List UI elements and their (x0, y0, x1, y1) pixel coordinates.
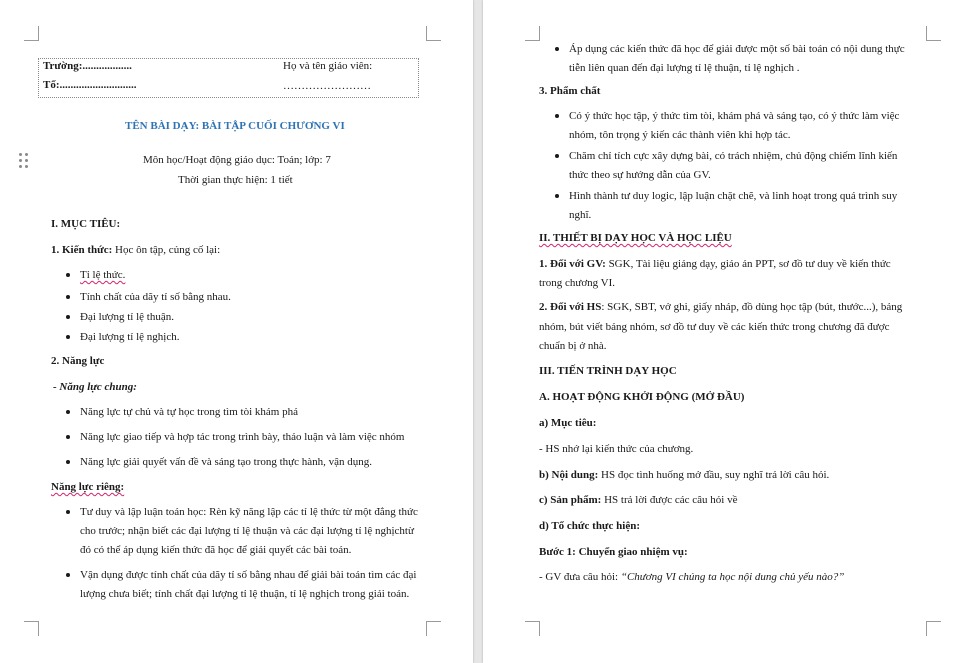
step-1-label: Bước 1: Chuyển giao nhiệm vụ: (539, 546, 688, 558)
quality-item-line: Hình thành tư duy logic, lập luận chặt chẽ, và linh hoạt trong quá trình suy (569, 190, 898, 202)
knowledge-item: Đại lượng tỉ lệ nghịch. (80, 331, 180, 343)
section-2-heading: II. THIẾT BỊ DẠY HỌC VÀ HỌC LIỆU (539, 232, 732, 244)
competence-heading: 2. Năng lực (51, 355, 105, 367)
lesson-title: TÊN BÀI DẠY: BÀI TẬP CUỐI CHƯƠNG VI (125, 120, 345, 132)
bullet-icon (555, 114, 559, 118)
organize-label: d) Tổ chức thực hiện: (539, 520, 641, 532)
crop-mark (926, 26, 941, 41)
knowledge-item: Đại lượng tỉ lệ thuận. (80, 311, 174, 323)
question-prefix: - GV đưa câu hỏi: (539, 571, 621, 583)
document-page-1 (0, 0, 473, 663)
hs-line (539, 300, 902, 314)
product-label: c) Sản phẩm: (539, 494, 602, 506)
bullet-icon (66, 335, 70, 339)
specific-competence-line: Tư duy và lập luận toán học: Rèn kỹ năng lập các tỉ lệ thức từ một đẳng thức (80, 506, 418, 518)
product-line (539, 493, 737, 507)
crop-mark (426, 621, 441, 636)
quality-item-line: Chăm chỉ tích cực xây dựng bài, có trách nhiệm, chủ động chiếm lĩnh kiến (569, 150, 898, 162)
bullet-icon (66, 295, 70, 299)
teacher-dots: …………………… (283, 80, 371, 92)
gv-line-2: trong chương VI. (539, 277, 616, 289)
quality-item-line: Có ý thức học tập, ý thức tìm tòi, khám phá và sáng tạo, có ý thức làm việc (569, 110, 900, 122)
specific-competence-line: Vận dụng được tính chất của dãy tỉ số bằng nhau để giải bài toán tìm các đại (80, 569, 417, 581)
hs-line-2: nhóm, bút viết bảng nhóm, sơ đồ tư duy về các kiến thức trong chương đã được (539, 321, 890, 333)
knowledge-line (51, 243, 220, 257)
knowledge-text: Học ôn tập, củng cố lại: (112, 244, 221, 256)
bullet-icon (66, 573, 70, 577)
goal-label: a) Mục tiêu: (539, 417, 597, 429)
hs-label: 2. Đối với HS (539, 301, 602, 313)
duration-line: Thời gian thực hiện: 1 tiết (178, 174, 293, 186)
quality-heading: 3. Phẩm chất (539, 85, 601, 97)
bullet-icon (66, 410, 70, 414)
knowledge-item: Tính chất của dãy tỉ số bằng nhau. (80, 291, 231, 303)
crop-mark (426, 26, 441, 41)
knowledge-item: Tỉ lệ thức. (80, 269, 126, 281)
knowledge-label: 1. Kiến thức: (51, 244, 113, 256)
bullet-icon (555, 47, 559, 51)
hs-text: : SGK, SBT, vở ghi, giấy nháp, đồ dùng học tập (bút, thước...), bảng (601, 301, 903, 313)
drag-handle-icon[interactable] (19, 153, 29, 169)
question-text: “Chương VI chúng ta học nội dung chủ yếu nào?” (620, 571, 845, 583)
section-1-heading-text: I. MỤC TIÊU: (51, 218, 121, 230)
apply-item-line: tiễn liên quan đến đại lượng tỉ lệ thuận, tỉ lệ nghịch . (569, 62, 800, 74)
group-label: Tổ:............................ (43, 79, 137, 91)
bullet-icon (66, 273, 70, 277)
subject-line: Môn học/Hoạt động giáo dục: Toán; lớp: 7 (143, 154, 331, 166)
activity-a-heading: A. HOẠT ĐỘNG KHỞI ĐỘNG (MỞ ĐẦU) (539, 391, 745, 403)
specific-competence-line: cho trước; nhận biết các đại lượng tỉ lệ thuận và các đại lượng tỉ lệ nghịchtừ (80, 525, 414, 537)
crop-mark (24, 621, 39, 636)
apply-item-line: Áp dụng các kiến thức đã học để giải được một số bài toán có nội dung thực (569, 43, 905, 55)
specific-competence-label: Năng lực riêng: (51, 481, 125, 493)
gv-line (539, 257, 891, 271)
gv-text: SGK, Tài liệu giảng dạy, giáo án PPT, sơ đồ tư duy về kiến thức (605, 258, 891, 270)
general-competence-item: Năng lực giải quyết vấn đề và sáng tạo trong thực hành, vận dụng. (80, 456, 373, 468)
bullet-icon (66, 315, 70, 319)
section-1-heading (51, 217, 120, 231)
bullet-icon (555, 194, 559, 198)
product-text: HS trả lời được các câu hỏi về (601, 494, 738, 506)
teacher-label: Họ và tên giáo viên: (283, 60, 373, 72)
bullet-icon (555, 154, 559, 158)
document-page-2 (483, 0, 955, 663)
quality-item-line: thức theo sự hướng dẫn của GV. (569, 169, 711, 181)
gv-label: 1. Đối với GV: (539, 258, 606, 270)
general-competence-item: Năng lực giao tiếp và hợp tác trong trình bày, thảo luận và làm việc nhóm (80, 431, 405, 443)
hs-line-3: chuẩn bị ở nhà. (539, 340, 607, 352)
general-competence-item: Năng lực tự chủ và tự học trong tìm tòi khám phá (80, 406, 298, 418)
bullet-icon (66, 460, 70, 464)
school-label: Trường:.................. (43, 60, 132, 72)
section-3-heading: III. TIẾN TRÌNH DẠY HỌC (539, 365, 677, 377)
content-text: HS đọc tình huống mở đầu, suy nghĩ trả lời câu hỏi. (598, 469, 830, 481)
crop-mark (525, 26, 540, 41)
content-label: b) Nội dung: (539, 469, 599, 481)
specific-competence-line: lượng chưa biết; tính chất đại lượng tỉ lệ thuận, tỉ lệ nghịch trong giải toán. (80, 588, 410, 600)
bullet-icon (66, 510, 70, 514)
crop-mark (24, 26, 39, 41)
question-line (539, 570, 844, 584)
general-competence-label: - Năng lực chung: (53, 381, 137, 393)
crop-mark (926, 621, 941, 636)
quality-item-line: nhóm, tôn trọng ý kiến các thành viên khi hợp tác. (569, 129, 791, 141)
content-line (539, 468, 829, 482)
goal-text: - HS nhớ lại kiến thức của chương. (539, 443, 694, 455)
quality-item-line: nghĩ. (569, 209, 592, 221)
crop-mark (525, 621, 540, 636)
specific-competence-line: đó có thể áp dụng kiến thức đã học để giải quyết các bài toán. (80, 544, 352, 556)
bullet-icon (66, 435, 70, 439)
